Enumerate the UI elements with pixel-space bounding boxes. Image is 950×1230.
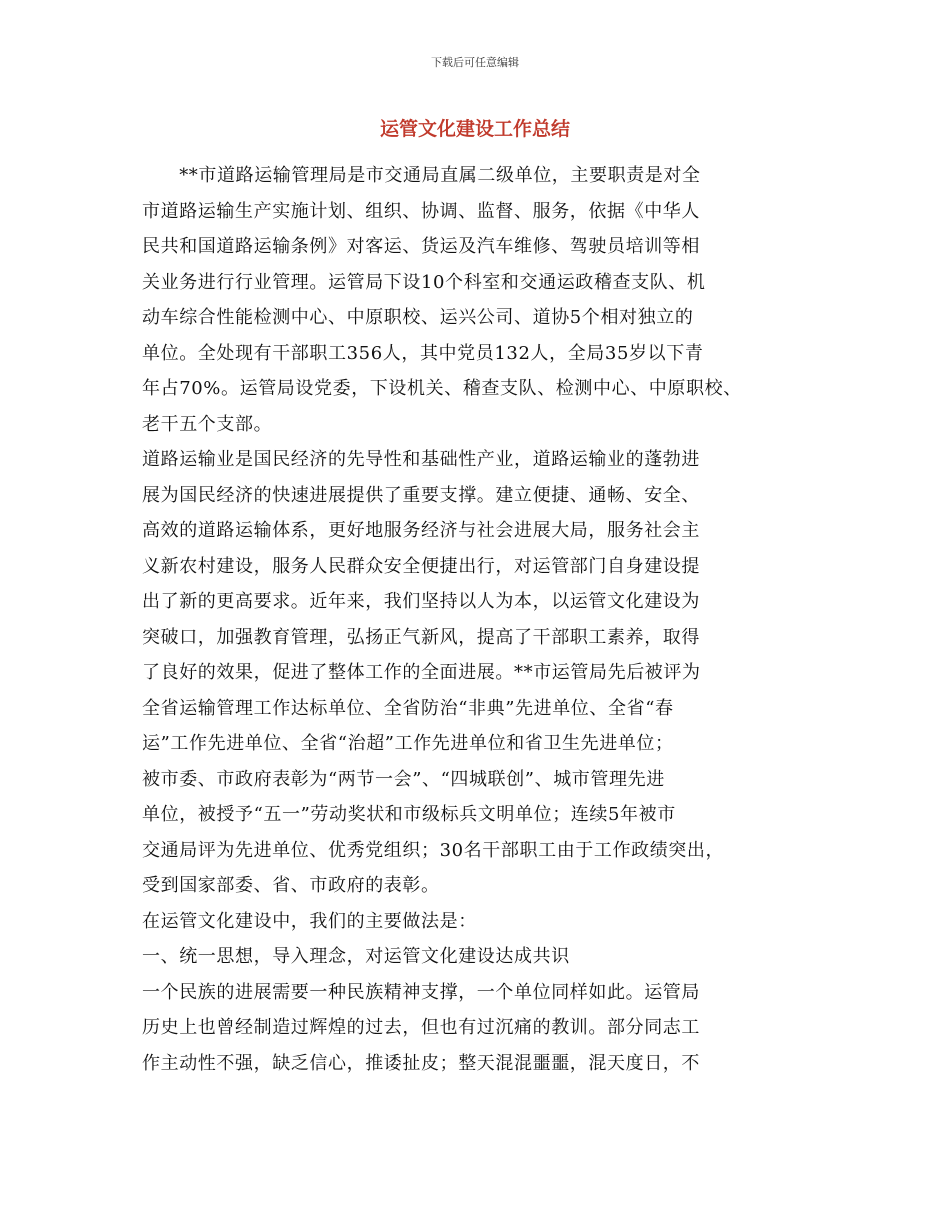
body-line: 交通局评为先进单位、优秀党组织；30名干部职工由于工作政绩突出， [142,839,725,861]
document-title: 运管文化建设工作总结 [379,118,570,140]
header-note: 下载后可任意编辑 [431,56,519,69]
body-line: 动车综合性能检测中心、中原职校、运兴公司、道协5个相对独立的 [142,307,694,328]
body-line: 单位，被授予“五一”劳动奖状和市级标兵文明单位；连续5年被市 [142,804,676,825]
section-heading: 一、统一思想，导入理念，对运管文化建设达成共识 [142,946,570,967]
body-line: 单位。全处现有干部职工356人，其中党员132人，全局35岁以下青 [142,342,704,364]
body-line: 作主动性不强，缺乏信心，推诿扯皮；整天混混噩噩，混天度日，不 [142,1052,700,1074]
body-line: 民共和国道路运输条例》对客运、货运及汽车维修、驾驶员培训等相 [142,236,700,257]
body-line: 市道路运输生产实施计划、组织、协调、监督、服务，依据《中华人 [142,200,700,222]
body-line: 在运管文化建设中，我们的主要做法是： [142,910,477,932]
body-line: 一个民族的进展需要一种民族精神支撑，一个单位同样如此。运管局 [142,981,700,1003]
body-line: 运”工作先进单位、全省“治超”工作先进单位和省卫生先进单位； [142,733,674,754]
body-line: 了良好的效果，促进了整体工作的全面进展。**市运管局先后被评为 [142,662,701,683]
body-line: 老干五个支部。 [142,413,273,435]
body-line: 高效的道路运输体系，更好地服务经济与社会进展大局，服务社会主 [142,520,700,541]
body-line: 被市委、市政府表彰为“两节一会”、“四城联创”、城市管理先进 [142,768,665,790]
body-line: 道路运输业是国民经济的先导性和基础性产业，道路运输业的蓬勃进 [142,449,700,470]
body-line: 历史上也曾经制造过辉煌的过去，但也有过沉痛的教训。部分同志工 [142,1017,700,1038]
body-line: 展为国民经济的快速进展提供了重要支撑。建立便捷、通畅、安全、 [142,484,700,506]
body-line: 年占70%。运管局设党委，下设机关、稽查支队、检测中心、中原职校、 [142,378,742,399]
body-line: 义新农村建设，服务人民群众安全便捷出行，对运管部门自身建设提 [142,555,700,577]
body-line: 关业务进行行业管理。运管局下设10个科室和交通运政稽查支队、机 [142,271,706,293]
body-line: 受到国家部委、省、市政府的表彰。 [142,875,440,896]
document-body [142,158,822,1081]
body-line: **市道路运输管理局是市交通局直属二级单位，主要职责是对全 [142,165,701,186]
body-line: 全省运输管理工作达标单位、全省防治“非典”先进单位、全省“春 [142,697,674,719]
body-line: 出了新的更高要求。近年来，我们坚持以人为本，以运管文化建设为 [142,591,700,612]
body-line: 突破口，加强教育管理，弘扬正气新风，提高了干部职工素养，取得 [142,626,700,648]
